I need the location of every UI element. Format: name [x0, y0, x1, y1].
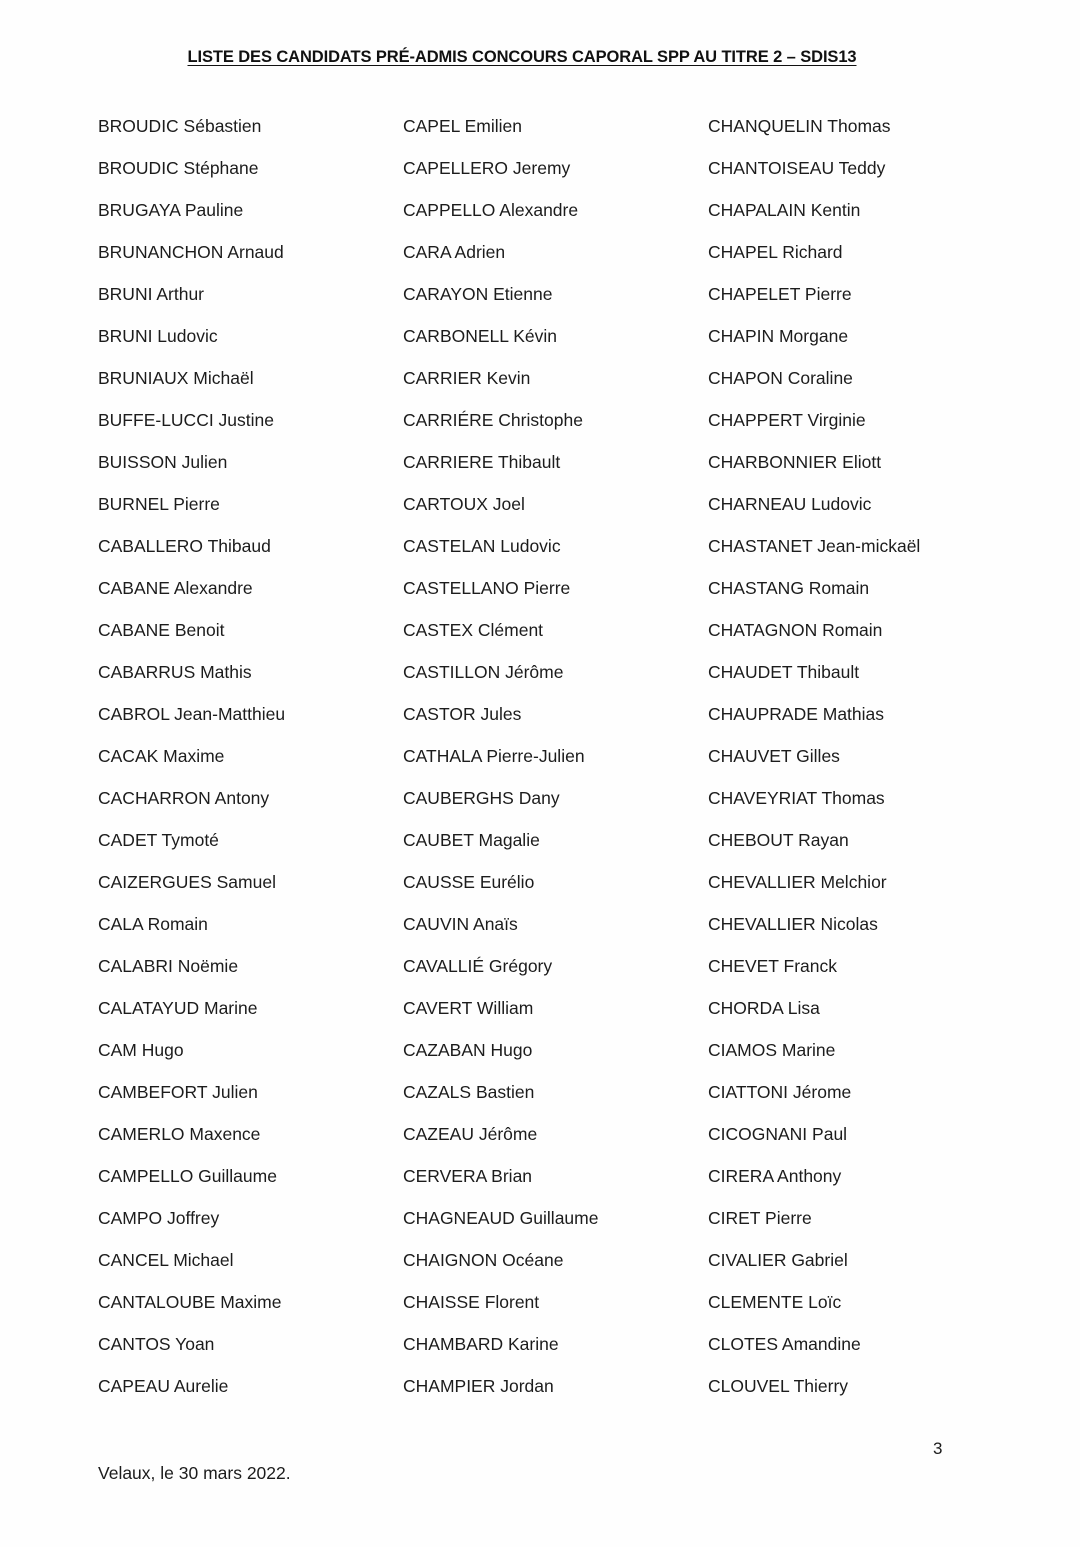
- candidate-name: BRUNI Ludovic: [98, 326, 218, 346]
- candidate-name: CLEMENTE Loïc: [708, 1292, 842, 1312]
- candidate-name: CABARRUS Mathis: [98, 662, 252, 682]
- candidate-name: BRUNIAUX Michaël: [98, 368, 254, 388]
- candidate-name: CHAPALAIN Kentin: [708, 200, 861, 220]
- candidate-name: CAVALLIÉ Grégory: [403, 956, 553, 976]
- candidate-name: CARRIER Kevin: [403, 368, 531, 388]
- candidate-name: CARA Adrien: [403, 242, 506, 262]
- candidate-name: CAUSSE Eurélio: [403, 872, 535, 892]
- candidate-name: CHASTANET Jean-mickaël: [708, 536, 921, 556]
- candidate-name: CAM Hugo: [98, 1040, 184, 1060]
- candidate-name: CADET Tymoté: [98, 830, 219, 850]
- candidate-column-1: [98, 114, 403, 1416]
- footer-place-date: Velaux, le 30 mars 2022.: [98, 1463, 291, 1483]
- candidate-name: CALABRI Noëmie: [98, 956, 239, 976]
- candidate-name: CASTEX Clément: [403, 620, 544, 640]
- candidate-name: CLOUVEL Thierry: [708, 1376, 849, 1396]
- candidate-name: CAZABAN Hugo: [403, 1040, 533, 1060]
- candidate-name: CHAGNEAUD Guillaume: [403, 1208, 599, 1228]
- candidate-name: CHANQUELIN Thomas: [708, 116, 891, 136]
- candidate-name: CACHARRON Antony: [98, 788, 270, 808]
- candidate-list: [98, 114, 1013, 1416]
- candidate-name: CACAK Maxime: [98, 746, 225, 766]
- candidate-name: BRUNI Arthur: [98, 284, 204, 304]
- candidate-name: CIATTONI Jérome: [708, 1082, 852, 1102]
- candidate-name: CIVALIER Gabriel: [708, 1250, 848, 1270]
- candidate-name: CAPEAU Aurelie: [98, 1376, 229, 1396]
- candidate-name: CHAMPIER Jordan: [403, 1376, 554, 1396]
- candidate-name: BRUGAYA Pauline: [98, 200, 244, 220]
- candidate-name: CAPPELLO Alexandre: [403, 200, 579, 220]
- candidate-name: CHEVET Franck: [708, 956, 838, 976]
- candidate-name: CHAIGNON Océane: [403, 1250, 564, 1270]
- document-title: LISTE DES CANDIDATS PRÉ-ADMIS CONCOURS CAPORAL SPP AU TITRE 2 – SDIS13: [187, 48, 857, 66]
- candidate-name: CHAISSE Florent: [403, 1292, 540, 1312]
- candidate-column-2: [403, 114, 708, 1416]
- candidate-name: CAIZERGUES Samuel: [98, 872, 276, 892]
- candidate-name: CABALLERO Thibaud: [98, 536, 271, 556]
- candidate-name: CAMPELLO Guillaume: [98, 1166, 277, 1186]
- candidate-name: CASTILLON Jérôme: [403, 662, 564, 682]
- candidate-name: CABANE Alexandre: [98, 578, 253, 598]
- candidate-name: CARRIERE Thibault: [403, 452, 561, 472]
- candidate-name: CHAUDET Thibault: [708, 662, 860, 682]
- candidate-column-3: [708, 114, 1013, 1416]
- candidate-name: CASTELAN Ludovic: [403, 536, 561, 556]
- candidate-name: CHAPELET Pierre: [708, 284, 852, 304]
- candidate-name: CHATAGNON Romain: [708, 620, 883, 640]
- candidate-name: CHASTANG Romain: [708, 578, 870, 598]
- candidate-name: CHAPON Coraline: [708, 368, 853, 388]
- candidate-name: BRUNANCHON Arnaud: [98, 242, 284, 262]
- candidate-name: CASTOR Jules: [403, 704, 522, 724]
- candidate-name: CALATAYUD Marine: [98, 998, 258, 1018]
- candidate-name: BUFFE-LUCCI Justine: [98, 410, 275, 430]
- candidate-name: CASTELLANO Pierre: [403, 578, 571, 598]
- candidate-name: CHEVALLIER Melchior: [708, 872, 887, 892]
- candidate-name: CARAYON Etienne: [403, 284, 553, 304]
- candidate-name: CAMBEFORT Julien: [98, 1082, 258, 1102]
- candidate-name: CIAMOS Marine: [708, 1040, 836, 1060]
- candidate-name: CAPEL Emilien: [403, 116, 522, 136]
- candidate-name: CHAPEL Richard: [708, 242, 843, 262]
- candidate-name: CAUBET Magalie: [403, 830, 540, 850]
- candidate-name: CAMPO Joffrey: [98, 1208, 220, 1228]
- candidate-name: CHEVALLIER Nicolas: [708, 914, 878, 934]
- candidate-name: CIRERA Anthony: [708, 1166, 842, 1186]
- candidate-name: CAUVIN Anaïs: [403, 914, 518, 934]
- candidate-name: CIRET Pierre: [708, 1208, 812, 1228]
- candidate-name: BROUDIC Stéphane: [98, 158, 259, 178]
- candidate-name: CHAVEYRIAT Thomas: [708, 788, 885, 808]
- candidate-name: CARTOUX Joel: [403, 494, 525, 514]
- candidate-name: CAMERLO Maxence: [98, 1124, 261, 1144]
- candidate-name: CABANE Benoit: [98, 620, 225, 640]
- candidate-name: CAUBERGHS Dany: [403, 788, 560, 808]
- candidate-name: CALA Romain: [98, 914, 208, 934]
- candidate-name: BROUDIC Sébastien: [98, 116, 262, 136]
- candidate-name: CANTALOUBE Maxime: [98, 1292, 282, 1312]
- candidate-name: CAZEAU Jérôme: [403, 1124, 538, 1144]
- candidate-name: CANTOS Yoan: [98, 1334, 215, 1354]
- candidate-name: CHORDA Lisa: [708, 998, 820, 1018]
- candidate-name: CLOTES Amandine: [708, 1334, 861, 1354]
- page-number: 3: [933, 1439, 943, 1458]
- candidate-name: CHARBONNIER Eliott: [708, 452, 882, 472]
- candidate-name: CICOGNANI Paul: [708, 1124, 848, 1144]
- candidate-name: CHEBOUT Rayan: [708, 830, 849, 850]
- candidate-name: CHAPPERT Virginie: [708, 410, 866, 430]
- candidate-name: CARBONELL Kévin: [403, 326, 557, 346]
- candidate-name: CAZALS Bastien: [403, 1082, 535, 1102]
- candidate-name: CATHALA Pierre-Julien: [403, 746, 585, 766]
- candidate-name: BURNEL Pierre: [98, 494, 220, 514]
- candidate-name: CABROL Jean-Matthieu: [98, 704, 286, 724]
- candidate-name: BUISSON Julien: [98, 452, 228, 472]
- candidate-name: CAPELLERO Jeremy: [403, 158, 571, 178]
- candidate-name: CHANTOISEAU Teddy: [708, 158, 886, 178]
- candidate-name: CARRIÉRE Christophe: [403, 410, 583, 430]
- candidate-name: CAVERT William: [403, 998, 534, 1018]
- candidate-name: CHAPIN Morgane: [708, 326, 849, 346]
- candidate-name: CHAMBARD Karine: [403, 1334, 559, 1354]
- candidate-name: CHARNEAU Ludovic: [708, 494, 872, 514]
- candidate-name: CHAUVET Gilles: [708, 746, 840, 766]
- candidate-name: CANCEL Michael: [98, 1250, 234, 1270]
- candidate-name: CERVERA Brian: [403, 1166, 533, 1186]
- candidate-name: CHAUPRADE Mathias: [708, 704, 885, 724]
